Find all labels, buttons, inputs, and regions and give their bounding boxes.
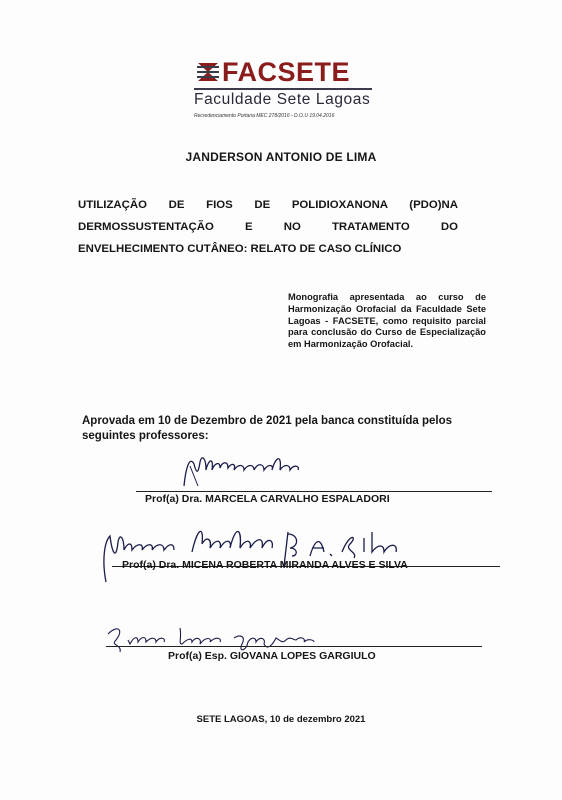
place-and-date: SETE LAGOAS, 10 de dezembro 2021 bbox=[196, 714, 366, 725]
logo-name: FACSETE bbox=[222, 57, 351, 87]
author-name: JANDERSON ANTONIO DE LIMA bbox=[185, 150, 377, 164]
signature-2 bbox=[92, 522, 412, 588]
monograph-title bbox=[78, 194, 458, 260]
examiner-name: Prof(a) Esp. GIOVANA LOPES GARGIULO bbox=[168, 650, 376, 662]
title-line: UTILIZAÇÃO DE FIOS DE POLIDIOXANONA (PDO)NA bbox=[78, 199, 458, 211]
logo-subtitle: Faculdade Sete Lagoas bbox=[194, 91, 371, 108]
examiner-name: Prof(a) Dra. MICENA ROBERTA MIRANDA ALVES E SILVA bbox=[122, 559, 408, 571]
examiner-name: Prof(a) Dra. MARCELA CARVALHO ESPALADORI bbox=[145, 493, 390, 505]
signature-1 bbox=[178, 446, 328, 492]
title-line: ENVELHECIMENTO CUTÂNEO: RELATO DE CASO CLÍNICO bbox=[78, 243, 402, 255]
signature-line bbox=[136, 491, 492, 492]
monograph-note: Monografia apresentada ao curso de Harmonização Orofacial da Faculdade Sete Lagoas - FACSETE, como requisito parcial para conclusão do Curso de Especialização em Harmonização Orofacial. bbox=[288, 292, 486, 350]
title-line: DERMOSSUSTENTAÇÃO E NO TRATAMENTO DO bbox=[78, 221, 458, 233]
signature-line bbox=[106, 646, 482, 647]
facsete-emblem-icon bbox=[196, 60, 220, 84]
logo-accreditation: Recredenciamento Portaria MEC 278/2016 - D.O.U 19.04.2016 bbox=[194, 113, 335, 119]
facsete-logo bbox=[190, 58, 380, 128]
approval-statement: Aprovada em 10 de Dezembro de 2021 pela banca constituída pelos seguintes professores: bbox=[82, 415, 453, 442]
